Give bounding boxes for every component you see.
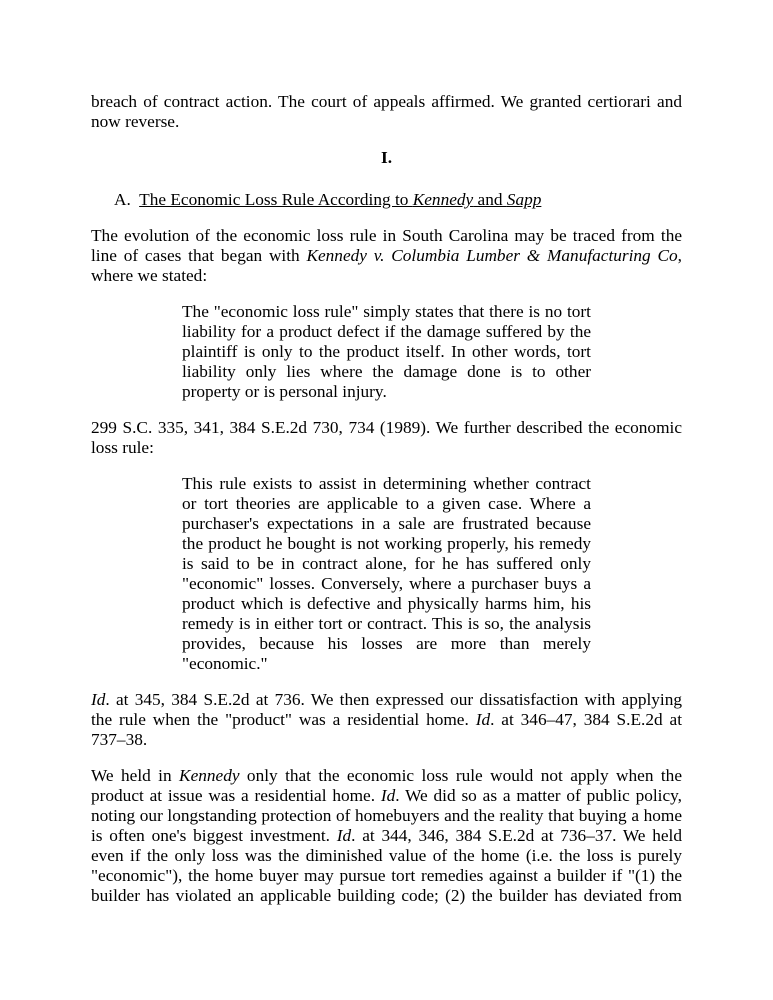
paragraph-dissatisfaction (91, 690, 682, 750)
quote-line: purchaser's expectations in a sale are frustrated because (182, 514, 591, 533)
text-segment: . at 346–47, 384 S.E.2d at (490, 710, 682, 729)
text-line (91, 826, 682, 846)
quote-line: plaintiff is only to the product itself. In other words, tort (182, 342, 591, 361)
text-line: where we stated: (91, 266, 208, 285)
quote-line: the product he bought is not working properly, his remedy (182, 534, 591, 553)
id-citation: Id (475, 710, 491, 729)
quote-line: provides, because his losses are more than merely (182, 634, 591, 653)
text-line: The evolution of the economic loss rule in South Carolina may be traced from the (91, 226, 682, 245)
case-citation: Kennedy v. Columbia Lumber & Manufacturing Co (306, 246, 678, 265)
text-line: noting our longstanding protection of homebuyers and the reality that buying a home (91, 806, 682, 825)
text-segment: the rule when the "product" was a residential home. (91, 710, 476, 729)
subsection-title (139, 190, 541, 209)
text-line: breach of contract action. The court of appeals affirmed. We granted certiorari and (91, 92, 682, 111)
case-name-sapp: Sapp (506, 190, 542, 209)
subsection-prefix: A. (114, 190, 131, 209)
text-segment: product at issue was a residential home. (91, 786, 381, 805)
opening-paragraph (91, 92, 682, 132)
quote-line: liability only lies where the damage done is to other (182, 362, 591, 381)
paragraph-evolution (91, 226, 682, 286)
id-citation: Id (336, 826, 352, 845)
subsection-heading (114, 190, 541, 210)
text-segment: We held in (91, 766, 180, 785)
text-line (91, 786, 682, 806)
text-line: even if the only loss was the diminished value of the home (i.e. the loss is purely (91, 846, 682, 865)
case-name-kennedy: Kennedy (179, 766, 240, 785)
section-heading: I. (380, 148, 393, 167)
case-name-kennedy: Kennedy (412, 190, 474, 209)
quote-line: remedy is in either tort or contract. This is so, the analysis (182, 614, 591, 633)
text-line (91, 690, 682, 710)
text-segment: line of cases that began with (91, 246, 307, 265)
text-line (91, 710, 682, 730)
quote-line: This rule exists to assist in determining whether contract (182, 474, 591, 493)
text-line: now reverse. (91, 112, 180, 131)
subsection-title-text: and (473, 190, 507, 209)
id-citation: Id (91, 690, 106, 709)
text-segment: . at 345, 384 S.E.2d at 736. We then expressed our dissatisfaction with applying (105, 690, 682, 709)
quote-line: The "economic loss rule" simply states that there is no tort (182, 302, 591, 321)
quote-line: "economic." (182, 654, 268, 673)
text-line: 299 S.C. 335, 341, 384 S.E.2d 730, 734 (1989). We further described the economic (91, 418, 682, 437)
text-line (91, 246, 682, 266)
text-segment: is often one's biggest investment. (91, 826, 337, 845)
block-quote-economic-loss-rule (182, 302, 591, 402)
text-line: "economic"), the home buyer may pursue tort remedies against a builder if "(1) the (91, 866, 682, 885)
quote-line: is said to be in contract alone, for he has suffered only (182, 554, 591, 573)
text-segment: , (677, 246, 682, 265)
subsection-title-text: The Economic Loss Rule According to (139, 190, 413, 209)
id-citation: Id (380, 786, 396, 805)
text-segment: only that the economic loss rule would not apply when the (239, 766, 682, 785)
paragraph-citation (91, 418, 682, 458)
text-line (91, 766, 682, 786)
text-segment: . at 344, 346, 384 S.E.2d at 736–37. We held (351, 826, 683, 845)
paragraph-kennedy-holding (91, 766, 682, 906)
block-quote-rule-purpose (182, 474, 591, 674)
text-line: builder has violated an applicable building code; (2) the builder has deviated from (91, 886, 682, 905)
text-line: 737–38. (91, 730, 148, 749)
quote-line: liability for a product defect if the damage suffered by the (182, 322, 591, 341)
text-segment: . We did so as a matter of public policy, (395, 786, 682, 805)
quote-line: product which is defective and physically harms him, his (182, 594, 591, 613)
quote-line: "economic" losses. Conversely, where a purchaser buys a (182, 574, 591, 593)
quote-line: or tort theories are applicable to a given case. Where a (182, 494, 591, 513)
quote-line: property or is personal injury. (182, 382, 387, 401)
text-line: loss rule: (91, 438, 154, 457)
